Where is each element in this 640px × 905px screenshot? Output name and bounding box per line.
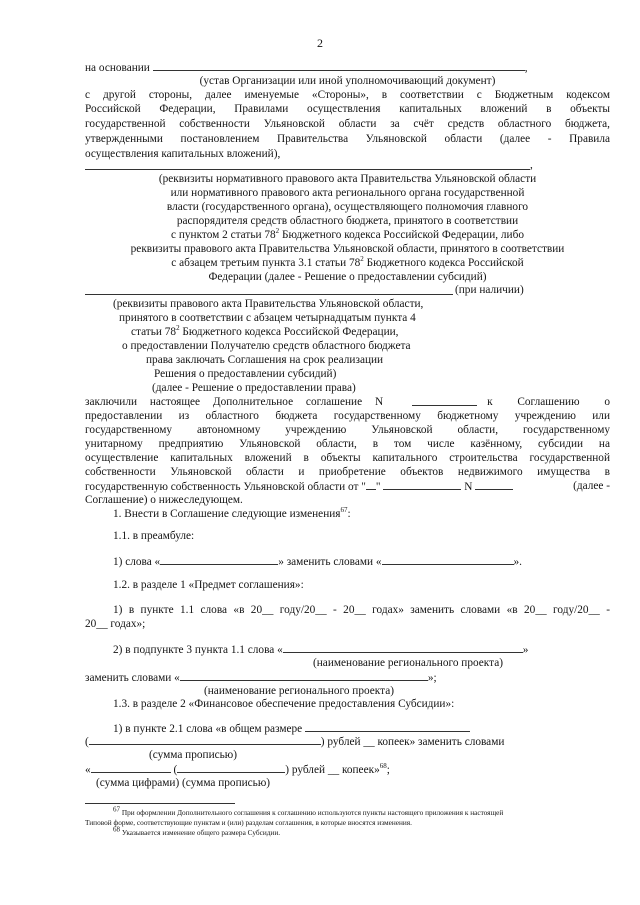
decision-right-line-3: статьи $78^2$ Бюджетного кодекса Российской Федерации, (131, 324, 399, 338)
item-1-2-1-line-2: 20__ годах»; (85, 618, 146, 630)
decision-subsidy-line-4: распорядителя средств областного бюджета, принятого в соответствии (176, 215, 519, 227)
project-name-new-blank (180, 671, 428, 681)
intro-line-5: осуществления капитальных вложений), (85, 148, 281, 160)
decision-subsidy-line-5: с пунктом 2 статьи $78^2$ Бюджетного кодекса Российской Федерации, либо (171, 227, 524, 241)
basis-blank (153, 61, 525, 71)
agreement-number-blank (475, 480, 513, 490)
date-day-blank (366, 480, 376, 490)
if-any-label: (при наличии) (455, 284, 524, 296)
page-number: 2 (317, 36, 323, 50)
agreement-line-2: предоставлении из областного бюджета государственному бюджетному учреждению или (85, 410, 610, 422)
decision-right-line-1: (реквизиты правового акта Правительства Ульяновской области, (113, 298, 424, 310)
decision-right-line-4: о предоставлении Получателю средств областного бюджета (122, 340, 411, 352)
intro-line-4: утвержденными постановлением Правительства Ульяновской области (далее - Правила (85, 133, 610, 145)
decision-subsidy-comma: , (530, 159, 533, 171)
intro-line-3: государственной собственности Ульяновской области за счёт средств областного бюджета, (85, 118, 610, 130)
new-words-blank (382, 555, 514, 565)
footnote-68: $^{68}$ Указывается изменение общего размера Субсидии. (113, 825, 281, 837)
decision-subsidy-line-8: Федерации (далее - Решение о предоставлении субсидий) (208, 271, 487, 283)
agreement-line-7: государственную собственность Ульяновской области от " " N (далее - (85, 480, 610, 493)
decision-right-line-5: права заключать Соглашения на срок реализации (146, 354, 384, 366)
item-1-1-1: 1) слова « » заменить словами « ». (113, 556, 522, 568)
intro-line-2: Российской Федерации, Правилами осуществления капитальных вложений в объекты (85, 103, 610, 115)
footnote-67-line-1: $^{67}$ При оформлении Дополнительного соглашения к соглашению используются пункты настоящего приложения к настоящей (113, 805, 504, 817)
sum-words-hint: (сумма прописью) (149, 749, 237, 761)
decision-subsidy-line-2: или нормативного правового акта регионального органа государственной (170, 187, 525, 199)
item-1-3-1-line-3: « ( ) рублей __ копеек»$^{68}$; (85, 762, 390, 776)
project-name-hint-2: (наименование регионального проекта) (204, 685, 394, 697)
decision-subsidy-line-6: реквизиты правового акта Правительства Ульяновской области, принятого в соответствии (130, 243, 565, 255)
basis-line (85, 61, 528, 75)
item-1-3-1-line-1: 1) в пункте 2.1 слова «в общем размере (113, 722, 470, 736)
intro-line-1: с другой стороны, далее именуемые «Стороны», в соответствии с Бюджетным кодексом (85, 89, 610, 101)
decision-right-line-6: Решения о предоставлении субсидий) (154, 368, 337, 380)
basis-hint: (устав Организации или иной уполномочивающий документ) (199, 75, 496, 87)
decision-subsidy-blank (85, 169, 530, 170)
project-name-hint-1: (наименование регионального проекта) (313, 657, 503, 669)
agreement-line-8: Соглашение) о нижеследующем. (85, 494, 243, 506)
item-1-3: 1.3. в разделе 2 «Финансовое обеспечение предоставления Субсидии»: (113, 698, 455, 710)
decision-subsidy-line-7: с абзацем третьим пункта 3.1 статьи $78^2$ Бюджетного кодекса Российской (171, 255, 524, 269)
decision-subsidy-line-1: (реквизиты нормативного правового акта Правительства Ульяновской области (158, 173, 537, 185)
date-month-blank (383, 480, 461, 490)
footnote-separator (85, 803, 235, 804)
sum-digits-words-hint: (сумма цифрами) (сумма прописью) (96, 777, 271, 789)
document-page: 2 на основании , (устав Организации или иной уполномочивающий документ) с другой стороны, далее именуемые «Стороны», в соответствии с Бюджетным кодексом Российской Федерации, Правилами осуществления капитальных вложений в объекты государственной собственности Ульяновской области за счёт средств областного бюджета, утвержденными постановлением Правительства Ульяновской области (далее - Правила осуществления капитальных вложений), , (реквизиты нормативного правового акта Правительства Ульяновской области или нормативного правового акта регионального органа государственной власти (государственного органа), осуществляющего полномочия главного распорядителя средств областного бюджета, принятого в соответствии с пунктом 2 статьи $78^2$ Бюджетного кодекса Российской Федерации, либо реквизиты правового акта Правительства Ульяновской области, принятого в соответствии с абзацем третьим пункта 3.1 статьи $78^2$ Бюджетного кодекса Российской Федерации (далее - Решение о предоставлении субсидий) (при наличии) (реквизиты правового акта Правительства Ульяновской области, принятого в соответствии с абзацем четырнадцатым пункта 4 статьи $78^2$ Бюджетного кодекса Российской Федерации, о предоставлении Получателю средств областного бюджета права заключать Соглашения на срок реализации Решения о предоставлении субсидий) (далее - Решение о предоставлении права) заключили настоящее Дополнительное соглашение N к Соглашению о предоставлении из областного бюджета государственному бюджетному учреждению или государственному автономному учреждению Ульяновской области, государственному унитарному предприятию Ульяновской области, в том числе казённому, субсидии на осуществление капитальных вложений в объекты капитального строительства государственной собственности Ульяновской области и приобретение объектов недвижимого имущества в государственную собственность Ульяновской области от " " N (далее - Соглашение) о нижеследующем. 1. Внести в Соглашение следующие изменения$^{67}$: 1.1. в преамбуле: 1) слова « » заменить словами « ». 1.2. в разделе 1 «Предмет соглашения»: 1) в пункте 1.1 слова «в 20__ году/20__ - 20__ годах» заменить словами «в 20__ году/20__ - 20__ годах»; 2) в подпункте 3 пункта 1.1 слова « » (наименование регионального проекта) заменить словами « »; (наименование регионального проекта) 1.3. в разделе 2 «Финансовое обеспечение предоставления Субсидии»: 1) в пункте 2.1 слова «в общем размере ( ) рублей __ копеек» заменить словами (сумма прописью) « ( ) рублей __ копеек»$^{68}$; (сумма цифрами) (сумма прописью) $^{67}$ При оформлении Дополнительного соглашения к соглашению используются пункты настоящего приложения к настоящей Типовой форме, соответствующие пунктам и (или) разделам соглашения, в которые вносятся изменения. $^{68}$ Указывается изменение общего размера Субсидии. (0, 0, 640, 905)
total-new-words-blank (177, 763, 285, 773)
total-old-words-blank (89, 735, 321, 745)
footnote-67-line-2: Типовой форме, соответствующие пунктам и (или) разделам соглашения, в которые вносятся изменения. (85, 818, 412, 827)
item-1-3-1-line-2: ( ) рублей __ копеек» заменить словами (85, 736, 505, 748)
total-old-digits-blank (305, 722, 470, 732)
item-1-2: 1.2. в разделе 1 «Предмет соглашения»: (113, 579, 304, 591)
supplement-number-blank (412, 396, 477, 406)
item-1: 1. Внести в Соглашение следующие изменения$^{67}$: (113, 506, 351, 520)
total-new-digits-blank (91, 763, 171, 773)
agreement-line-4: унитарному предприятию Ульяновской области, в том числе казённому, субсидии на (85, 438, 610, 450)
agreement-line-3: государственному автономному учреждению Ульяновской области, государственному (85, 424, 610, 436)
decision-right-blank (85, 294, 453, 295)
agreement-line-6: собственности Ульяновской области и приобретение объектов недвижимого имущества в (85, 466, 610, 478)
decision-right-line-7: (далее - Решение о предоставлении права) (152, 382, 356, 394)
basis-comma: , (524, 62, 528, 74)
project-name-old-blank (283, 643, 523, 653)
item-1-2-2-replace: заменить словами « »; (85, 672, 437, 684)
basis-label: на основании (85, 62, 150, 74)
item-1-1: 1.1. в преамбуле: (113, 530, 195, 542)
decision-right-line-2: принятого в соответствии с абзацем четырнадцатым пункта 4 (119, 312, 416, 324)
agreement-line-5: осуществление капитальных вложений в объекты капитального строительства государственной (85, 452, 610, 464)
decision-subsidy-line-3: власти (государственного органа), осуществляющего полномочия главного (166, 201, 529, 213)
item-1-2-1-line-1: 1) в пункте 1.1 слова «в 20__ году/20__ - 20__ годах» заменить словами «в 20__ году/20__ - (113, 604, 610, 616)
old-words-blank (160, 555, 278, 565)
item-1-2-2: 2) в подпункте 3 пункта 1.1 слова « » (113, 644, 529, 656)
